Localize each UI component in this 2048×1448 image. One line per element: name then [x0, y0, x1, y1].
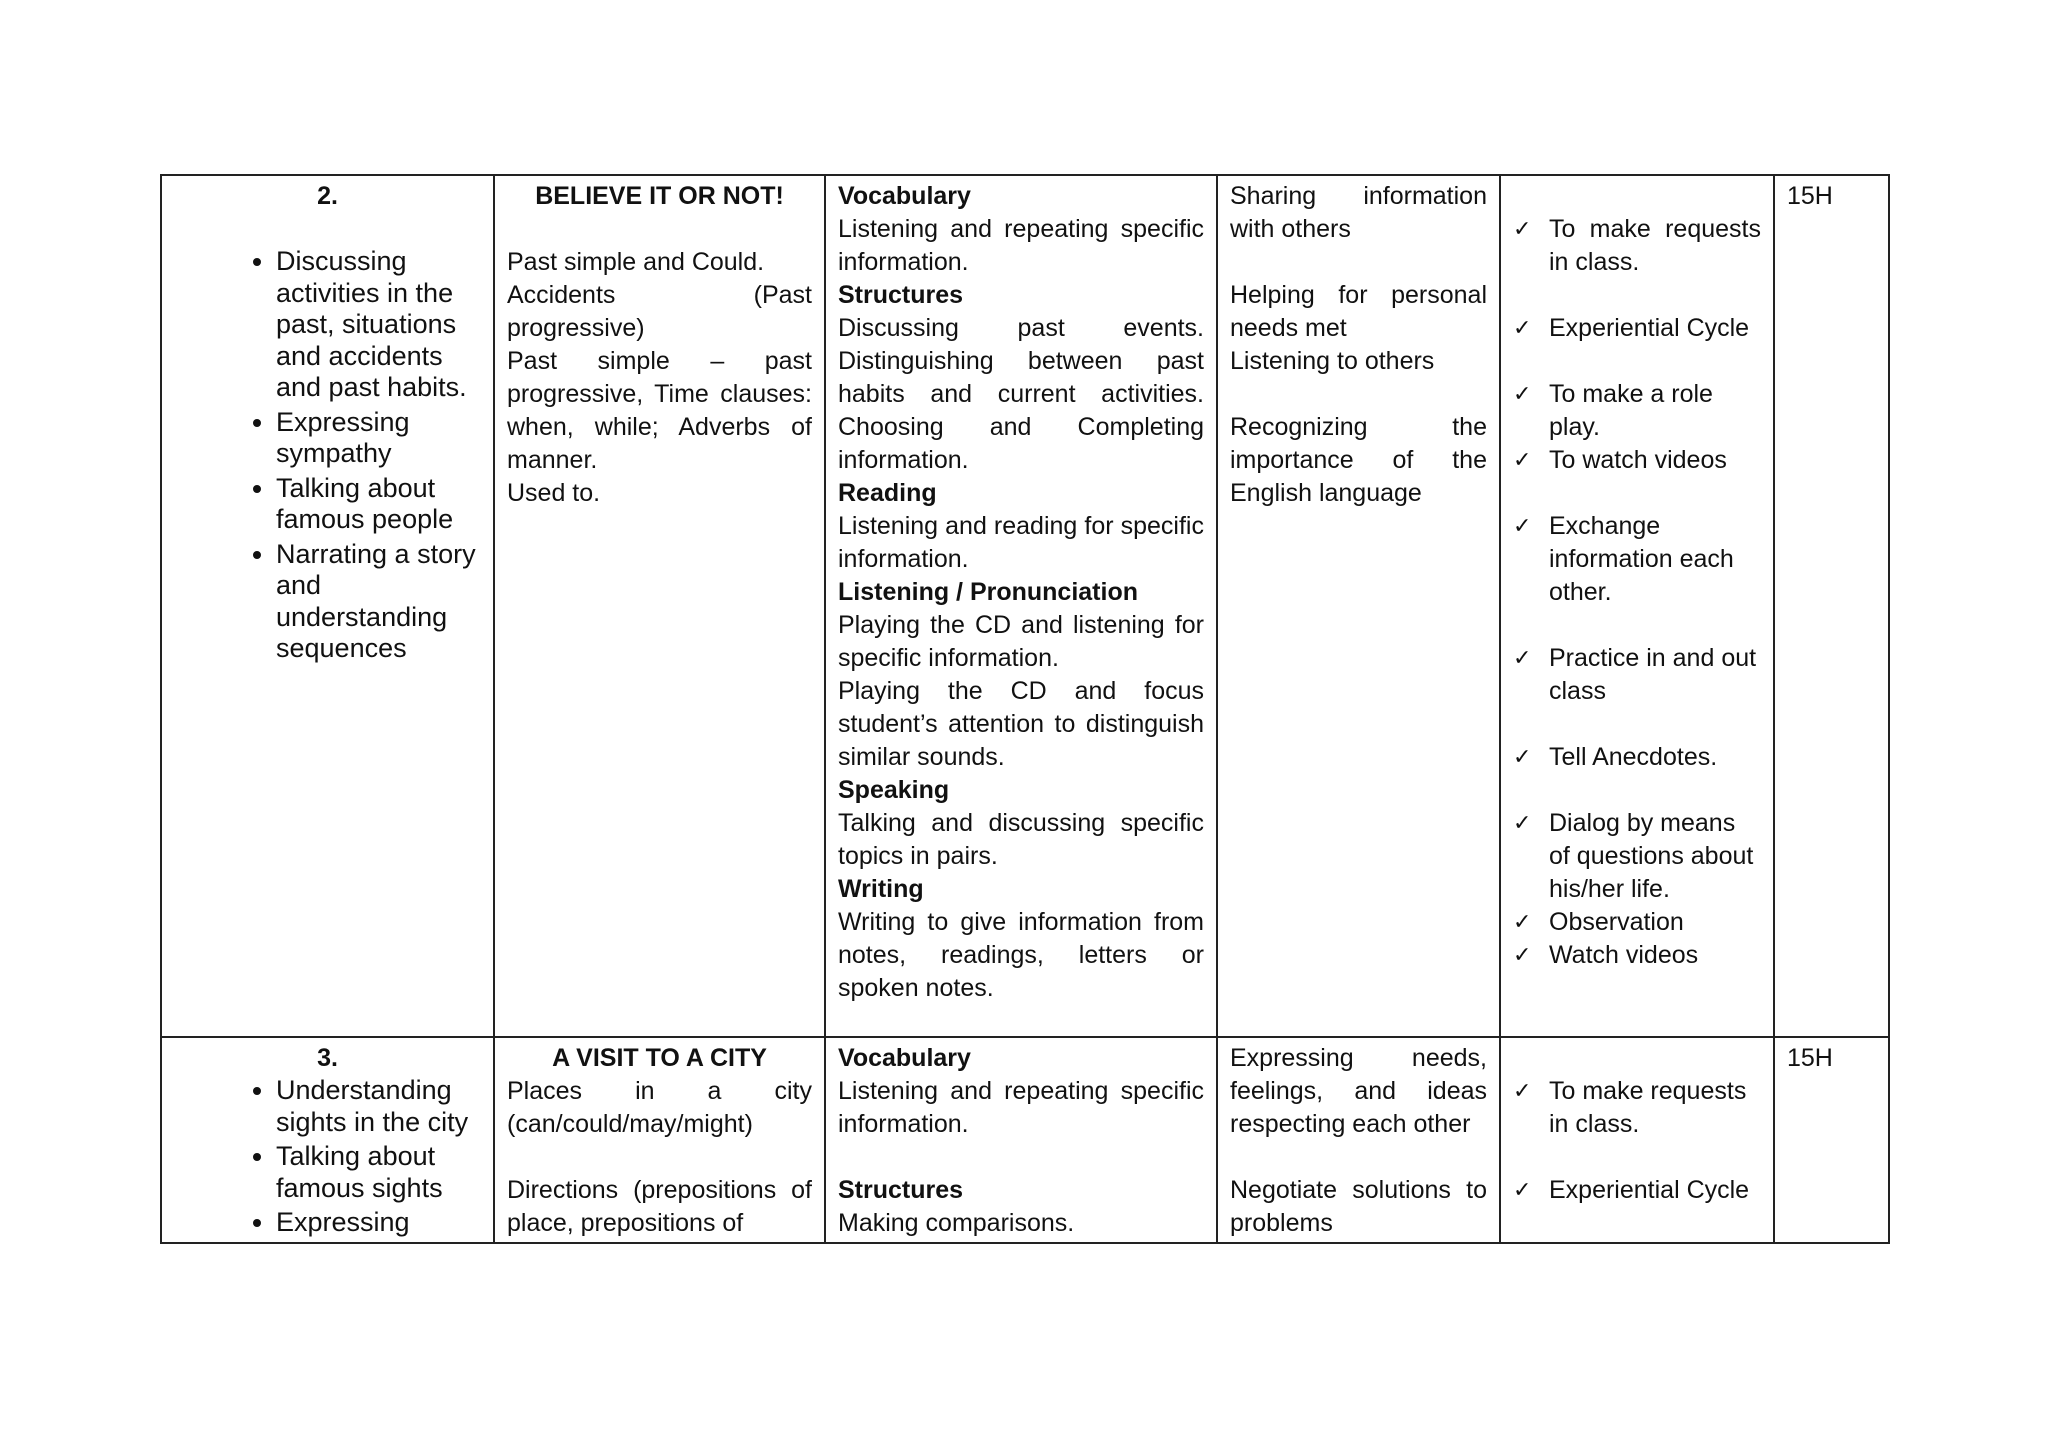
skill-text: Playing the CD and focus student’s attention to distinguish similar sounds.	[838, 677, 1204, 771]
skill-heading: Writing	[838, 875, 924, 903]
check-icon: ✓	[1513, 382, 1532, 407]
table-row	[161, 175, 1889, 1037]
objectives-cell	[161, 175, 494, 1037]
list-item: ✓ To make requests in class.	[1513, 1077, 1747, 1138]
check-icon: ✓	[1513, 1178, 1532, 1203]
syllabus-table	[160, 174, 1890, 1244]
activities-cell	[1500, 175, 1774, 1037]
list-item: • Discussing activities in the past, situations and accidents and past habits.	[276, 246, 481, 404]
list-item: ✓ Watch videos	[1513, 939, 1761, 972]
skill-heading: Reading	[838, 479, 937, 507]
skill-text: Playing the CD and listening for specific information.	[838, 611, 1204, 672]
list-item: ✓ Observation	[1513, 906, 1761, 939]
content-line: Places in a city (can/could/may/might)	[507, 1077, 812, 1138]
attitude-text: Listening to others	[1230, 347, 1435, 375]
content-line: Past simple – past progressive, Time clauses: when, while; Adverbs of manner.	[507, 347, 812, 474]
objectives-cell	[161, 1037, 494, 1243]
skills-cell	[825, 1037, 1217, 1243]
skill-heading: Speaking	[838, 776, 950, 804]
list-item: • Understanding sights in the city	[276, 1075, 481, 1138]
skill-text: Discussing past events. Distinguishing between past habits and current activities. Choosing and Completing information.	[838, 314, 1204, 474]
skill-heading: Structures	[838, 281, 964, 309]
skill-text: Talking and discussing specific topics in pairs.	[838, 809, 1204, 870]
hours-value: 15H	[1787, 182, 1833, 210]
skill-heading: Listening / Pronunciation	[838, 578, 1138, 606]
check-icon: ✓	[1513, 646, 1532, 671]
check-icon: ✓	[1513, 514, 1532, 539]
list-item: • Expressing sympathy	[276, 407, 481, 470]
list-item: • Expressing	[276, 1207, 481, 1239]
unit-number: 3.	[317, 1044, 338, 1072]
content-line: Directions (prepositions of place, prepositions of	[507, 1176, 812, 1237]
attitude-text: Helping for personal needs met	[1230, 281, 1487, 342]
skill-heading: Structures	[838, 1176, 964, 1204]
list-item: ✓ Practice in and out class	[1513, 644, 1757, 705]
activities-list	[1513, 213, 1761, 972]
objectives-list	[174, 246, 481, 665]
skill-text: Listening and repeating specific information.	[838, 1077, 1204, 1138]
contents-cell	[494, 1037, 825, 1243]
check-icon: ✓	[1513, 1079, 1532, 1104]
unit-title: A VISIT TO A CITY	[552, 1044, 767, 1072]
check-icon: ✓	[1513, 745, 1532, 770]
skill-text: Writing to give information from notes, readings, letters or spoken notes.	[838, 908, 1204, 1002]
check-icon: ✓	[1513, 448, 1532, 473]
hours-cell	[1774, 1037, 1889, 1243]
list-item: ✓ To watch videos	[1513, 444, 1761, 477]
check-icon: ✓	[1513, 943, 1532, 968]
hours-value: 15H	[1787, 1044, 1833, 1072]
list-item: ✓ Dialog by means of questions about his/her life.	[1513, 809, 1754, 903]
check-icon: ✓	[1513, 811, 1532, 836]
check-icon: ✓	[1513, 910, 1532, 935]
hours-cell	[1774, 175, 1889, 1037]
list-item: ✓ Exchange information each other.	[1513, 512, 1734, 606]
activities-list	[1513, 1075, 1761, 1207]
contents-cell	[494, 175, 825, 1037]
check-icon: ✓	[1513, 316, 1532, 341]
list-item: • Narrating a story and understanding sequences	[276, 539, 481, 665]
skill-heading: Vocabulary	[838, 1044, 971, 1072]
unit-number: 2.	[317, 182, 338, 210]
attitudes-cell	[1217, 1037, 1500, 1243]
check-icon: ✓	[1513, 217, 1532, 242]
content-line: Accidents (Past progressive)	[507, 281, 812, 342]
activities-cell	[1500, 1037, 1774, 1243]
skills-cell	[825, 175, 1217, 1037]
list-item: ✓ Experiential Cycle	[1513, 312, 1761, 345]
list-item: • Talking about famous people	[276, 473, 481, 536]
attitude-text: Sharing information with others	[1230, 182, 1487, 243]
skill-heading: Vocabulary	[838, 182, 971, 210]
attitude-text: Negotiate solutions to problems	[1230, 1176, 1487, 1237]
content-line: Past simple and Could.	[507, 248, 765, 276]
list-item: ✓ To make a role play.	[1513, 380, 1713, 441]
list-item: • Talking about famous sights	[276, 1141, 481, 1204]
unit-title: BELIEVE IT OR NOT!	[535, 182, 784, 210]
skill-text: Listening and repeating specific information.	[838, 215, 1204, 276]
skill-text: Making comparisons.	[838, 1209, 1075, 1237]
attitude-text: Recognizing the importance of the English language	[1230, 413, 1487, 507]
attitudes-cell	[1217, 175, 1500, 1037]
list-item: ✓ Experiential Cycle	[1513, 1174, 1761, 1207]
content-line: Used to.	[507, 479, 601, 507]
skill-text: Listening and reading for specific information.	[838, 512, 1204, 573]
table-row	[161, 1037, 1889, 1243]
list-item: ✓ Tell Anecdotes.	[1513, 741, 1761, 774]
objectives-list	[174, 1075, 481, 1239]
list-item: ✓ To make requests in class.	[1513, 215, 1761, 276]
attitude-text: Expressing needs, feelings, and ideas respecting each other	[1230, 1044, 1487, 1138]
